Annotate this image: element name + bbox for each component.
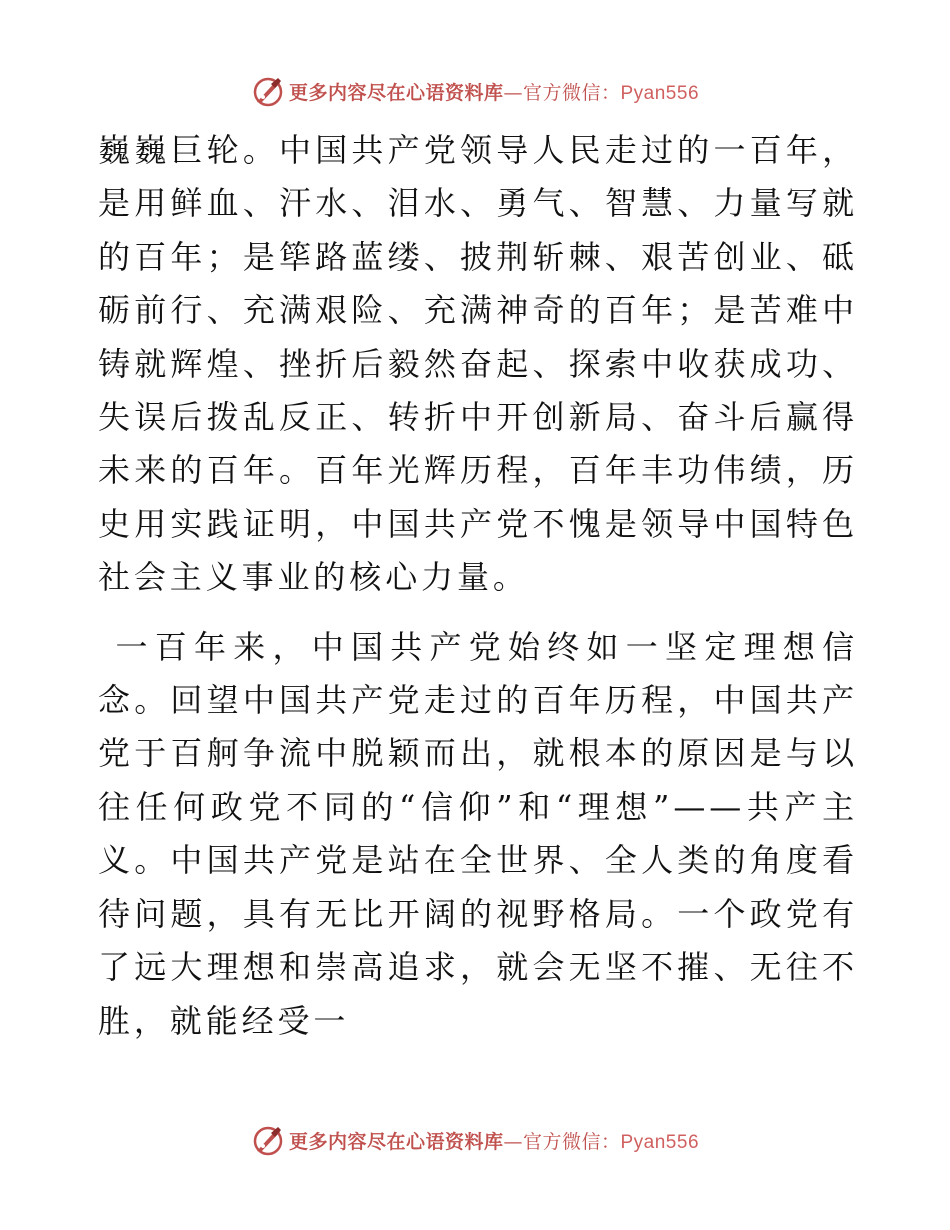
header-wechat-id: Pyan556 [620,82,700,104]
footer-brand-line [289,1127,699,1154]
footer-watermark-banner [0,1120,950,1160]
body-paragraph-2: 一百年来，中国共产党始终如一坚定理想信念。回望中国共产党走过的百年历程，中国共产党于百舸争流中脱颖而出，就根本的原因是与以往任何政党不同的“信仰”和“理想”——共产主义。中国共产党是站在全世界、全人类的角度看待问题，具有无比开阔的视野格局。一个政党有了远大理想和崇高追求，就会无坚不摧、无往不胜，就能经受一 [98,627,858,1040]
header-brand-line [289,78,699,105]
footer-wechat-label: 官方微信： [522,1130,621,1153]
header-wechat-label: 官方微信： [522,81,621,104]
footer-wechat-id: Pyan556 [620,1131,700,1153]
feather-pen-circle-icon [251,74,285,108]
header-brand-text: 更多内容尽在心语资料库 [288,81,504,104]
feather-pen-circle-icon [251,1123,285,1157]
header-separator: — [503,81,523,104]
header-watermark-banner [0,71,950,111]
document-body [98,124,858,1048]
body-paragraph-1: 巍巍巨轮。中国共产党领导人民走过的一百年，是用鲜血、汗水、泪水、勇气、智慧、力量写就的百年；是筚路蓝缕、披荆斩棘、艰苦创业、砥砺前行、充满艰险、充满神奇的百年；是苦难中铸就辉煌、挫折后毅然奋起、探索中收获成功、失误后拨乱反正、转折中开创新局、奋斗后赢得未来的百年。百年光辉历程，百年丰功伟绩，历史用实践证明，中国共产党不愧是领导中国特色社会主义事业的核心力量。 [98,131,858,597]
footer-brand-text: 更多内容尽在心语资料库 [288,1130,504,1153]
footer-separator: — [503,1130,523,1153]
